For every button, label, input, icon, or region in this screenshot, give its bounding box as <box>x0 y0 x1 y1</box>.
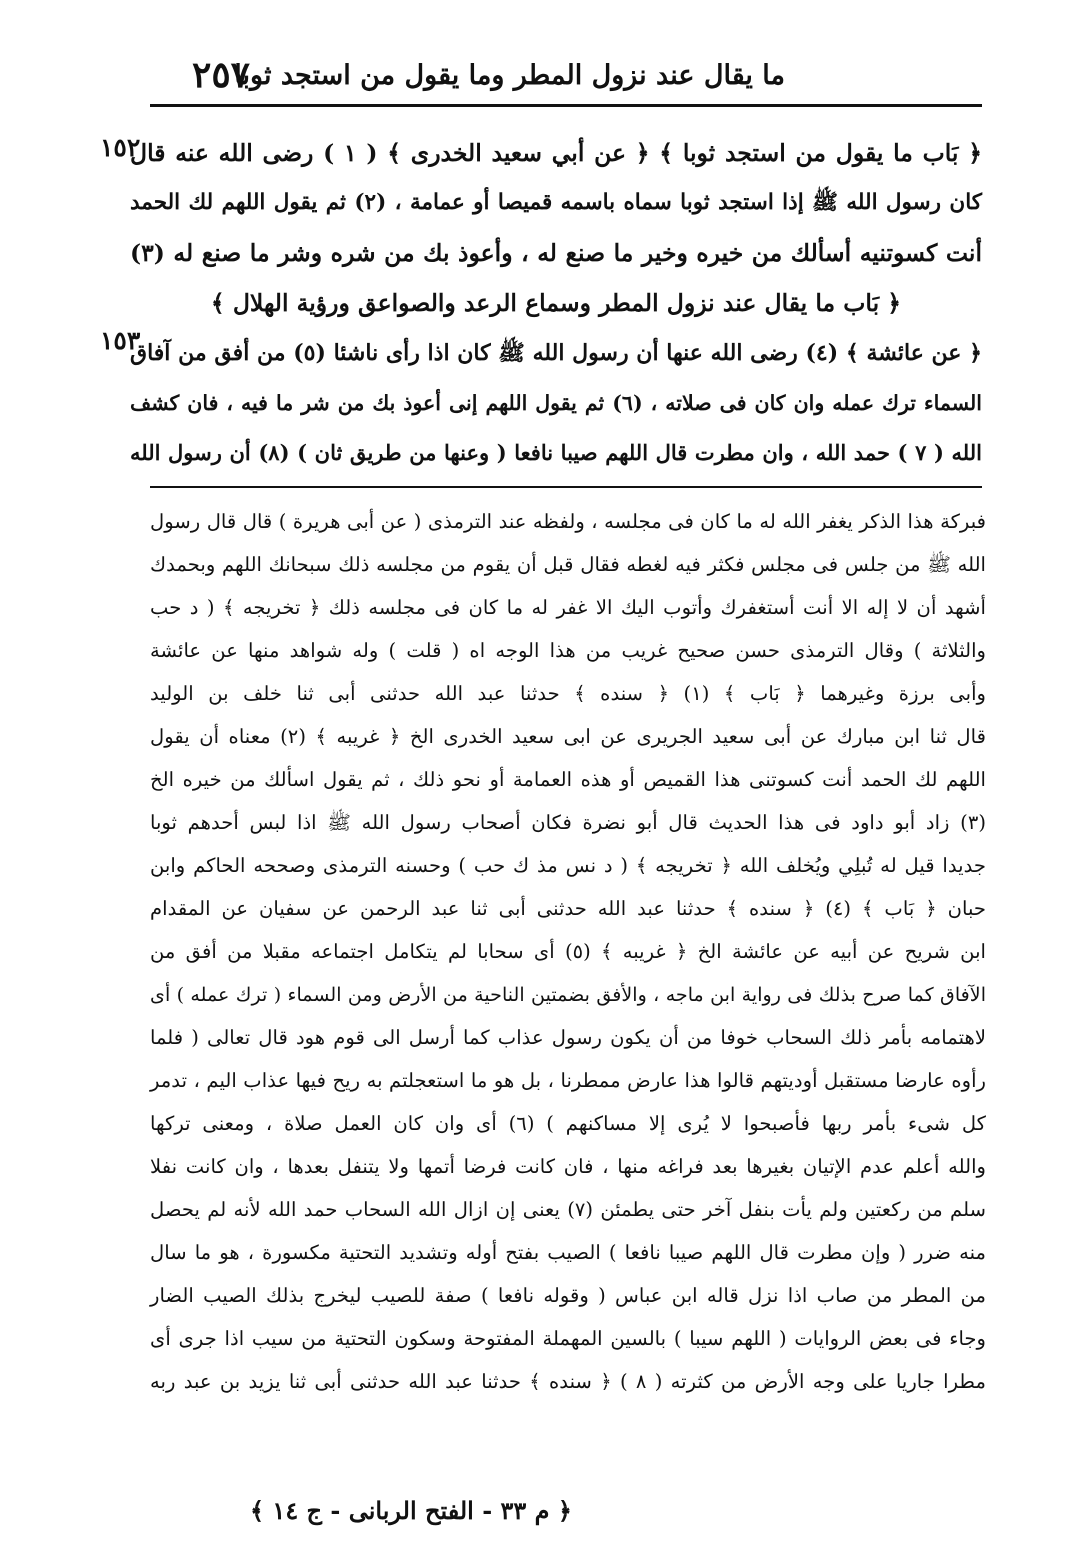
footnote-line: سلم من ركعتين ولم يأت بنفل آخر حتى يطمئن (٧) يعنى إن ازال الله السحاب حمد الله لأنه لم يحصل <box>150 1198 987 1221</box>
footnote-line: الله ﷺ من جلس فى مجلس فكثر فيه لغطه فقال قبل أن يقوم من مجلسه ذلك سبحانك اللهم وبحمدك <box>150 553 986 576</box>
footnote-line: الآفاق كما صرح بذلك فى رواية ابن ماجه ، والأفق بضمتين الناحية من الأرض ومن السماء ( ترك عمله ) أى <box>150 983 986 1006</box>
footnote-line: (٣) زاد أبو داود فى هذا الحديث قال أبو نضرة فكان أصحاب رسول الله ﷺ اذا لبس أحدهم ثوبا <box>150 811 986 834</box>
header-rule <box>150 104 982 107</box>
footnote-line: وأبى برزة وغيرهما ﴿ بَاب ﴾ (١) ﴿ سنده ﴾ حدثنا عبد الله حدثنى أبى ثنا خلف بن الوليد <box>150 682 986 705</box>
footnote-line: من المطر من صاب اذا نزل قاله ابن عباس ( وقوله نافعا ) صفة للصيب ليخرج بذلك الصيب الضار <box>150 1284 986 1307</box>
footnote-line: والله أعلم عدم الإتيان بغيرها بعد فراغه منها ، فان كانت فرضا أتمها ولا يتنفل بعدها ، وان كانت نفلا <box>150 1155 986 1178</box>
footnote-line: كل شىء بأمر ربها فأصبحوا لا يُرى إلا مساكنهم ) (٦) أى وان كان العمل صلاة ، ومعنى تركها <box>150 1112 986 1135</box>
main-line: السماء ترك عمله وان كان فى صلاته ، (٦) ثم يقول اللهم إنى أعوذ بك من شر ما فيه ، فان كشف <box>130 391 982 415</box>
footnote-line: اللهم لك الحمد أنت كسوتنى هذا القميص أو هذه العمامة أو نحو ذلك ، ثم يقول اسألك من خيره الخ <box>150 768 986 791</box>
footnote-line: والثلاثة ) وقال الترمذى حسن صحيح غريب من هذا الوجه اه ( قلت ) وله شواهد منها عن عائشة <box>150 639 986 662</box>
main-line: أنت كسوتنيه أسألك من خيره وخير ما صنع له ، وأعوذ بك من شره وشر ما صنع له (٣) <box>130 239 982 267</box>
footnote-line: مطرا جاريا على وجه الأرض من كثرته ( ٨ ) ﴿ سنده ﴾ حدثنا عبد الله حدثنى أبى ثنا يزيد بن عبد ربه <box>150 1370 986 1393</box>
footnote-line: فبركة هذا الذكر يغفر الله له ما كان فى مجلسه ، ولفظه عند الترمذى ( عن أبى هريرة ) قال قال رسول <box>150 510 986 533</box>
hadith-number: ١٥٣ <box>100 326 141 355</box>
footnote-line: جديدا قيل له تُبلِي ويُخلف الله ﴿ تخريجه ﴾ ( د نس مذ ك حب ) وحسنه الترمذى وصححه الحاكم وابن <box>150 854 986 877</box>
footnote-line: منه ضرر ( وإن مطرت قال اللهم صيبا نافعا ) الصيب بفتح أوله وتشديد التحتية مكسورة ، هو ما سال <box>150 1241 986 1264</box>
footnote-line: ابن شريح عن أبيه عن عائشة الخ ﴿ غريبه ﴾ (٥) أى سحابا لم يتكامل اجتماعه مقبلا من أفق من <box>150 940 986 963</box>
footnotes <box>150 500 986 1403</box>
running-title: ما يقال عند نزول المطر وما يقول من استجد ثوبا <box>234 60 785 91</box>
footnote-line: حبان ﴿ بَاب ﴾ (٤) ﴿ سنده ﴾ حدثنا عبد الله حدثنى أبى ثنا عبد الرحمن عن سفيان عن المقدام <box>150 897 986 920</box>
main-line: كان رسول الله ﷺ إذا استجد ثوبا سماه باسمه قميصا أو عمامة ، (٢) ثم يقول اللهم لك الحمد <box>130 190 982 215</box>
footnote-line: لاهتمامه بأمر ذلك السحاب خوفا من أن يكون رسول عذاب كما أرسل الى قوم هود قال تعالى ( فلما <box>150 1026 986 1049</box>
footnote-line: أشهد أن لا إله الا أنت أستغفرك وأتوب اليك الا غفر له ما كان فى مجلسه ذلك ﴿ تخريجه ﴾ ( د حب <box>150 596 986 619</box>
main-line: ﴿ بَاب ما يقول من استجد ثوبا ﴾ ﴿ عن أبي سعيد الخدرى ﴾ ( ١ ) رضى الله عنه قال <box>130 139 982 167</box>
hadith-number: ١٥٢ <box>100 133 141 162</box>
signature-footer: ﴿ م ٣٣ - الفتح الربانى - ج ١٤ ﴾ <box>250 1496 572 1525</box>
page-header <box>150 52 980 102</box>
chapter-heading: ﴿ بَاب ما يقال عند نزول المطر وسماع الرعد والصواعق ورؤية الهلال ﴾ <box>210 289 902 317</box>
main-text <box>130 128 982 478</box>
page-number: ٢٥٧ <box>192 54 251 96</box>
footnote-separator <box>150 486 982 488</box>
main-line: الله ( ٧ ) حمد الله ، وان مطرت قال اللهم صيبا نافعا ( وعنها من طريق ثان ) (٨) أن رسول الله <box>130 440 982 465</box>
main-line: ﴿ عن عائشة ﴾ (٤) رضى الله عنها أن رسول الله ﷺ كان اذا رأى ناشئا (٥) من أفق من آفاق <box>130 340 982 366</box>
footnote-line: رأوه عارضا مستقبل أوديتهم قالوا هذا عارض ممطرنا ، بل هو ما استعجلتم به ريح فيها عذاب اليم ، تدمر <box>150 1069 986 1092</box>
footnote-line: وجاء فى بعض الروايات ( اللهم سيبا ) بالسين المهملة المفتوحة وسكون التحتية من سيب اذا جرى أى <box>150 1327 986 1350</box>
footnote-line: قال ثنا ابن مبارك عن أبى سعيد الجريرى عن ابى سعيد الخدرى الخ ﴿ غريبه ﴾ (٢) معناه أن يقول <box>150 725 986 748</box>
